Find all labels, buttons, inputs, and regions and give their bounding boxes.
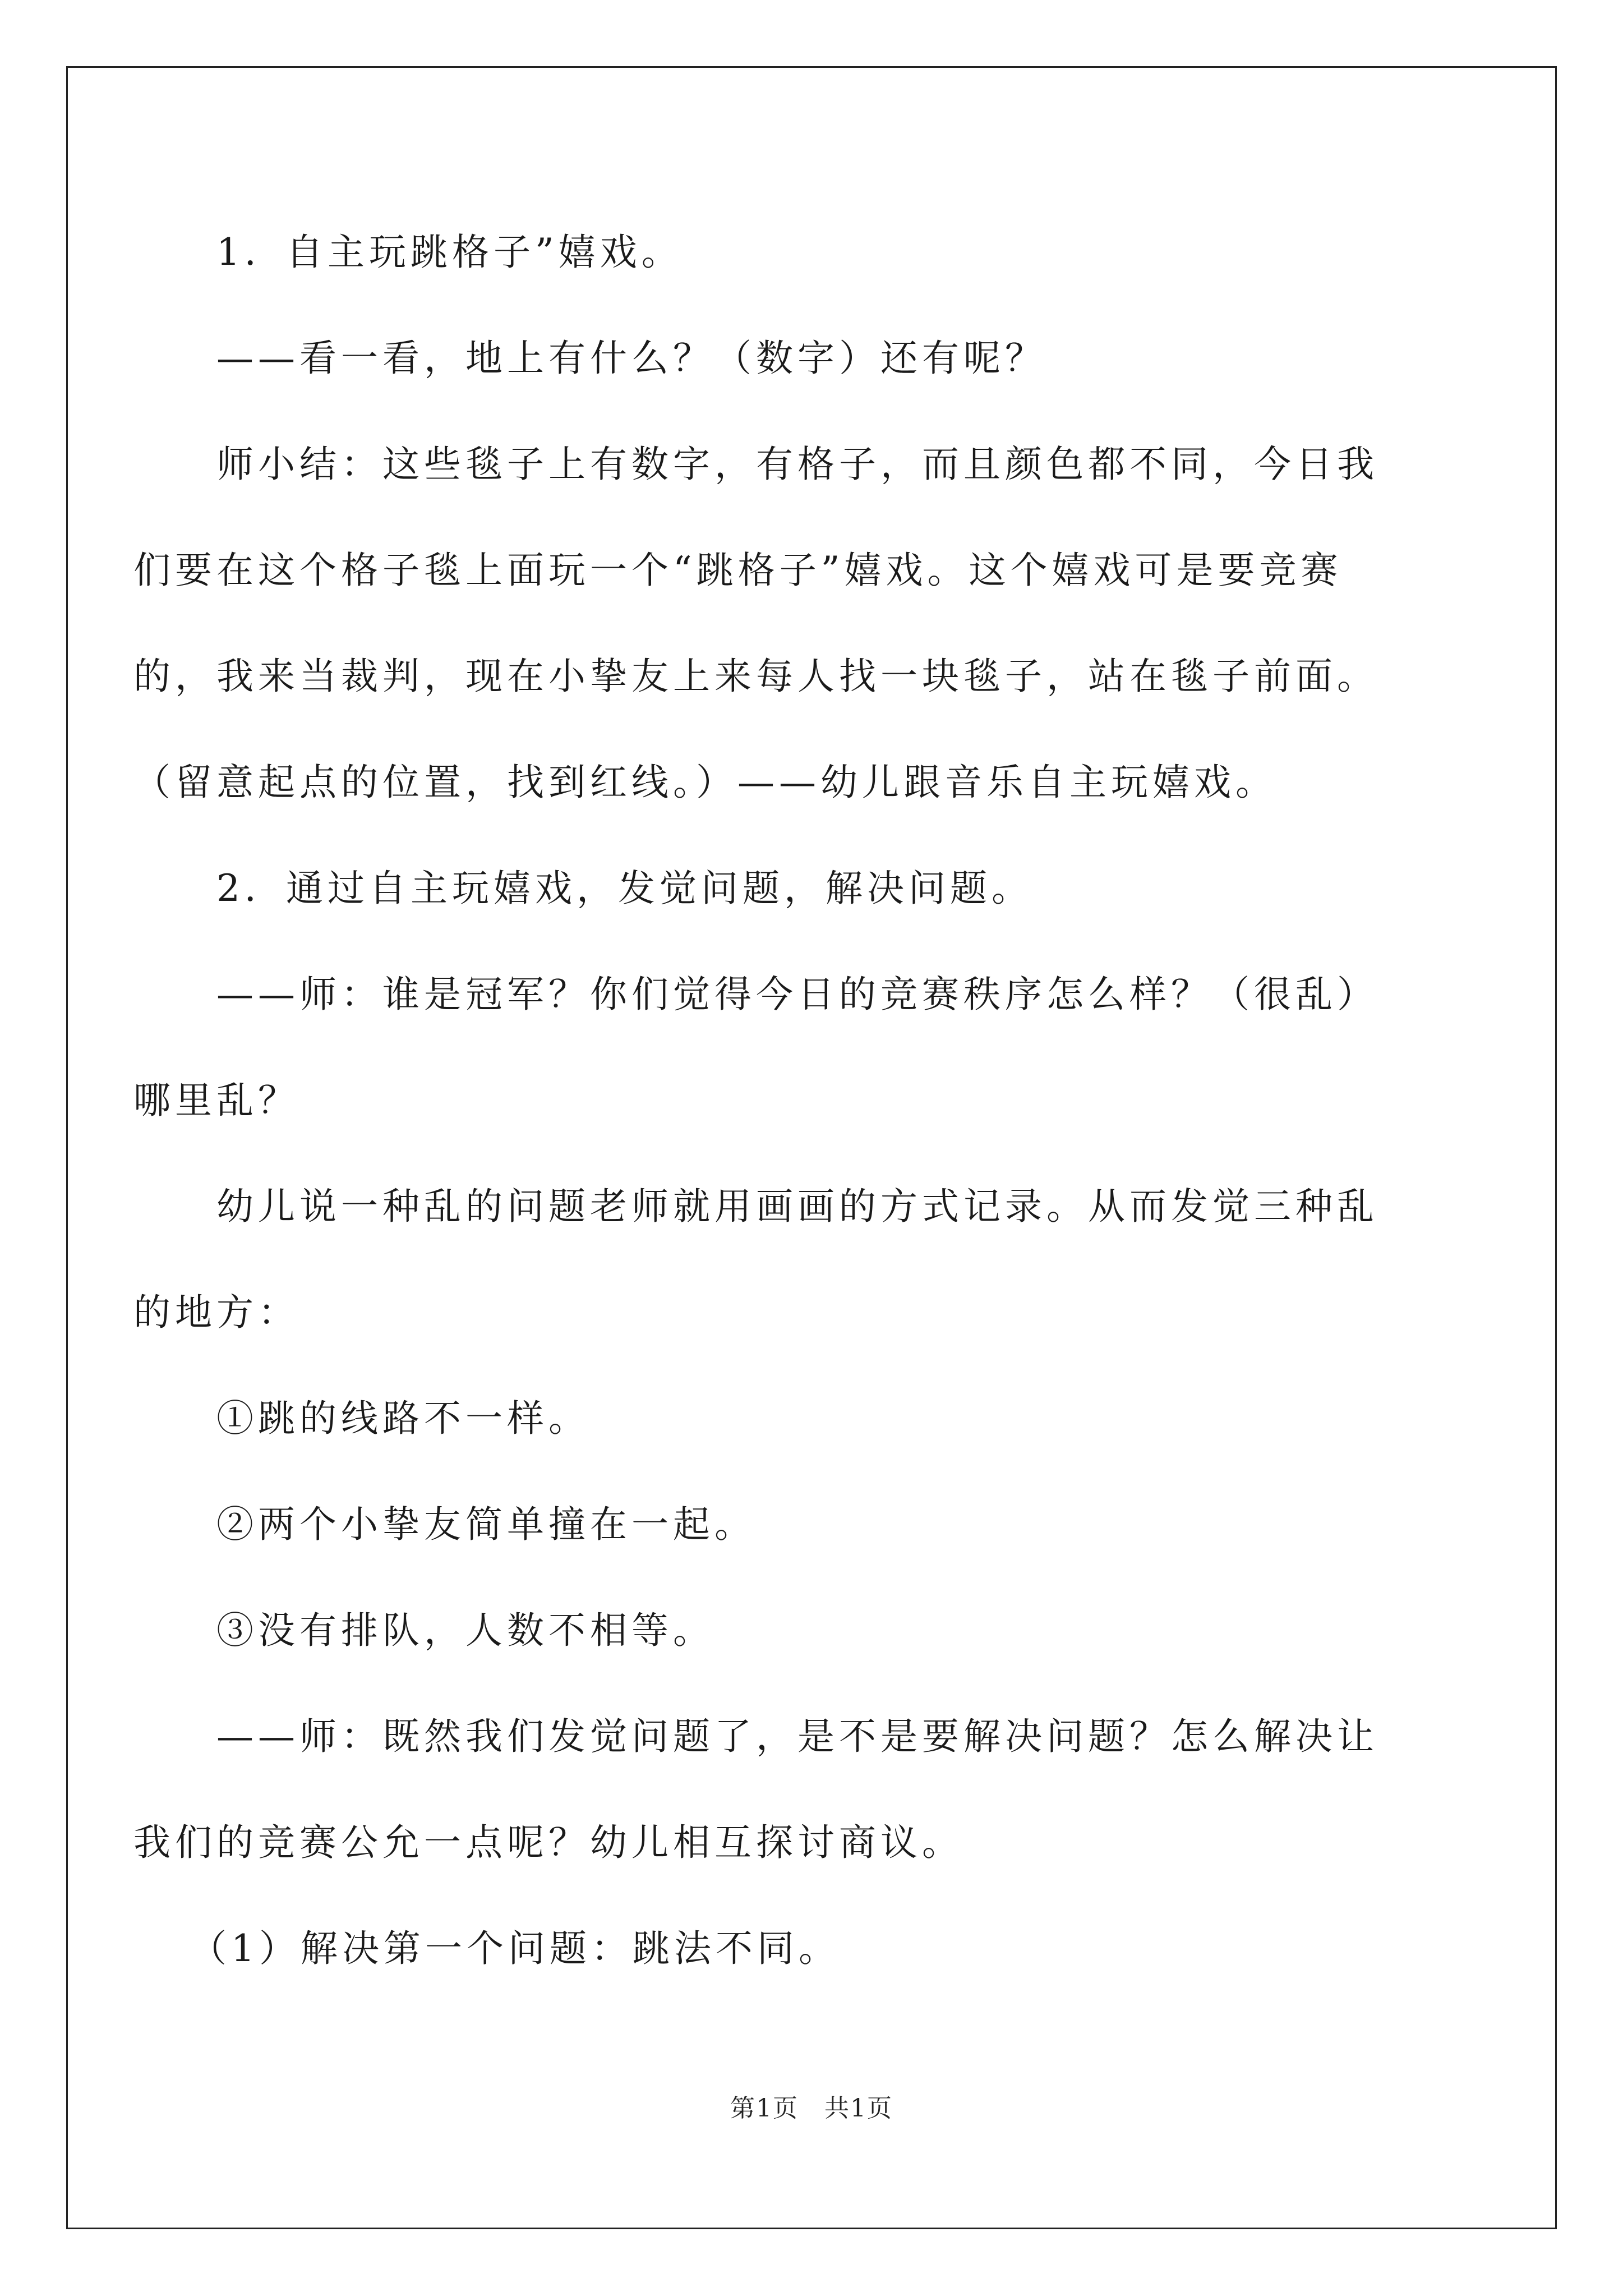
paragraph-7-line-1: ——师：既然我们发觉问题了，是不是要解决问题？怎么解决让	[216, 1715, 1378, 1758]
paragraph-4: 2．通过自主玩嬉戏，发觉问题，解决问题。	[216, 867, 1033, 910]
list-item-1: ①跳的线路不一样。	[216, 1397, 590, 1440]
paragraph-8: （1）解决第一个问题：跳法不同。	[190, 1927, 840, 1970]
paragraph-1: 1．自主玩跳格子”嬉戏。	[216, 231, 683, 274]
paragraph-6-line-1: 幼儿说一种乱的问题老师就用画画的方式记录。从而发觉三种乱	[216, 1185, 1378, 1228]
paragraph-6-line-2: 的地方：	[133, 1291, 299, 1334]
paragraph-5-line-2: 哪里乱？	[133, 1079, 299, 1122]
paragraph-3-line-4: （留意起点的位置，找到红线。）——幼儿跟音乐自主玩嬉戏。	[133, 761, 1277, 804]
list-item-3: ③没有排队，人数不相等。	[216, 1609, 714, 1652]
paragraph-5-line-1: ——师：谁是冠军？你们觉得今日的竞赛秩序怎么样？（很乱）	[216, 973, 1378, 1016]
paragraph-2: ——看一看，地上有什么？（数字）还有呢？	[216, 337, 1046, 380]
list-item-2: ②两个小挚友简单撞在一起。	[216, 1503, 756, 1546]
paragraph-3-line-2: 们要在这个格子毯上面玩一个“跳格子”嬉戏。这个嬉戏可是要竞赛	[133, 549, 1343, 592]
paragraph-3-line-3: 的，我来当裁判，现在小挚友上来每人找一块毯子，站在毯子前面。	[133, 655, 1378, 698]
page-footer: 第1页 共1页	[730, 2094, 893, 2123]
paragraph-3-line-1: 师小结：这些毯子上有数字，有格子，而且颜色都不同，今日我	[216, 443, 1378, 486]
paragraph-7-line-2: 我们的竞赛公允一点呢？幼儿相互探讨商议。	[133, 1821, 963, 1864]
